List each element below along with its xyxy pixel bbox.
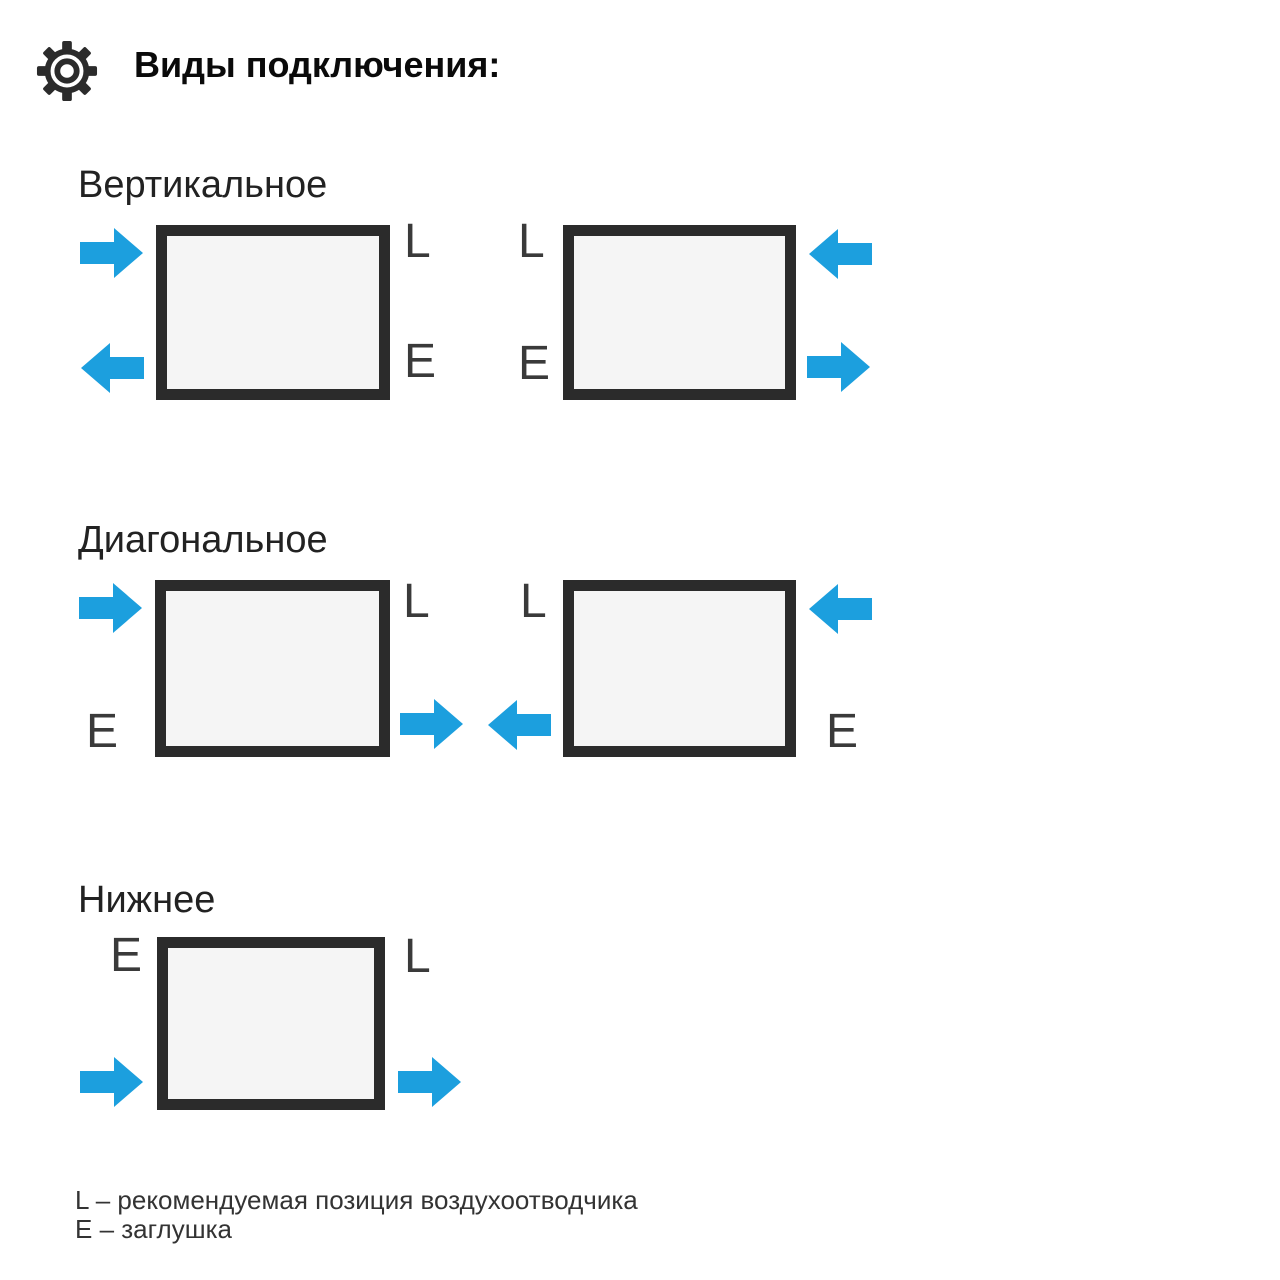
flow-arrow-left-icon [80, 342, 144, 394]
flow-arrow-right-icon [400, 698, 464, 750]
radiator-box [563, 225, 796, 400]
port-label-e: E [86, 705, 119, 758]
radiator-box [157, 937, 385, 1110]
section-label-diagonal: Диагональное [78, 519, 328, 561]
port-label-e: E [826, 705, 859, 758]
legend [75, 1186, 638, 1244]
port-label-e: E [404, 335, 437, 388]
section-label-vertical: Вертикальное [78, 164, 328, 206]
section-label-bottom: Нижнее [78, 879, 216, 921]
port-label-e: E [110, 929, 143, 982]
flow-arrow-right-icon [80, 227, 144, 279]
radiator-box [563, 580, 796, 757]
port-label-e: E [518, 337, 551, 390]
flow-arrow-right-icon [398, 1056, 462, 1108]
legend-line-air-vent: L – рекомендуемая позиция воздухоотводчика [75, 1185, 638, 1215]
flow-arrow-left-icon [487, 699, 551, 751]
flow-arrow-left-icon [808, 228, 872, 280]
radiator-box [155, 580, 390, 757]
port-label-l: L [404, 215, 431, 268]
flow-arrow-right-icon [807, 341, 871, 393]
flow-arrow-right-icon [80, 1056, 144, 1108]
legend-line-plug: E – заглушка [75, 1214, 232, 1244]
port-label-l: L [518, 215, 545, 268]
flow-arrow-right-icon [79, 582, 143, 634]
port-label-l: L [403, 575, 430, 628]
gear-icon [36, 40, 98, 102]
flow-arrow-left-icon [808, 583, 872, 635]
port-label-l: L [404, 930, 431, 983]
port-label-l: L [520, 575, 547, 628]
radiator-box [156, 225, 390, 400]
page-title: Виды подключения: [134, 44, 501, 85]
